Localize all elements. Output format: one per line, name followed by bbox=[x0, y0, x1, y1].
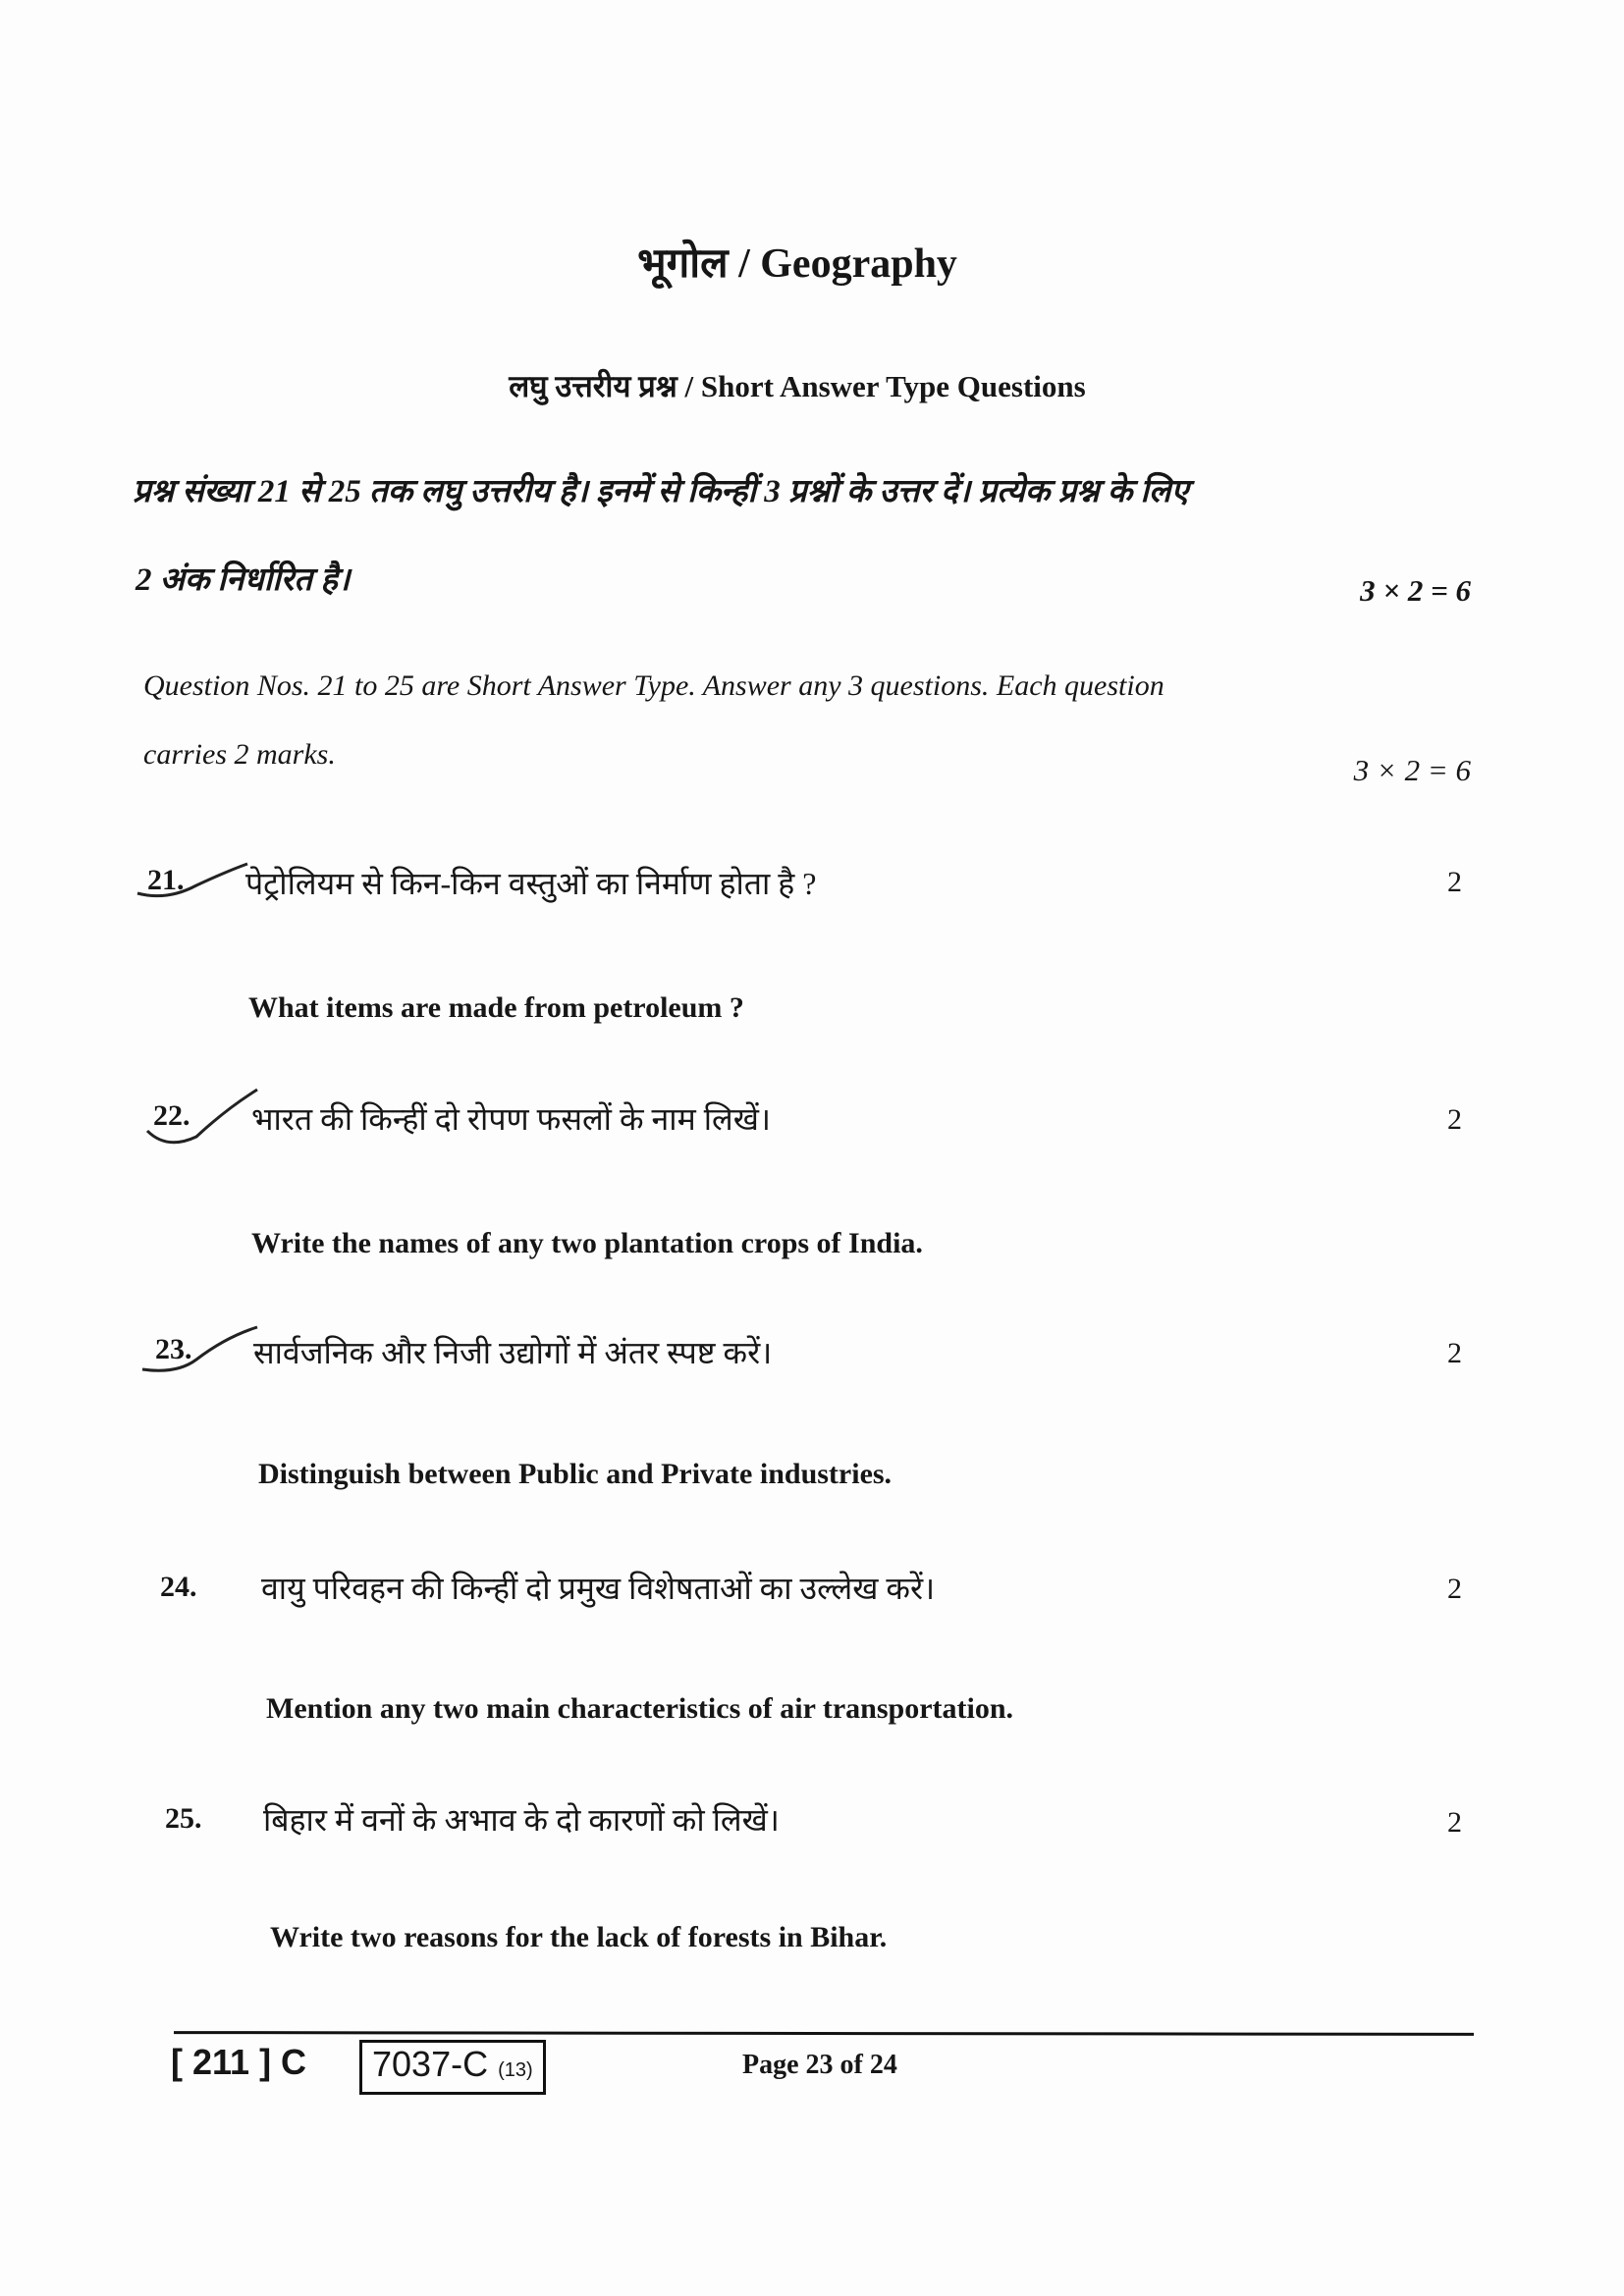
english-instruction-line2: carries 2 marks. bbox=[143, 738, 336, 771]
question-english: Write the names of any two plantation crops of India. bbox=[251, 1227, 923, 1259]
hindi-instruction-line1: प्रश्न संख्या 21 से 25 तक लघु उत्तरीय है। इनमें से किन्हीं 3 प्रश्नों के उत्तर दें। प्रत्येक प्रश्न के लिए bbox=[133, 474, 1189, 509]
question-number: 23. bbox=[155, 1333, 192, 1365]
page-number: Page 23 of 24 bbox=[742, 2050, 897, 2080]
booklet-code: 7037-C bbox=[372, 2044, 489, 2084]
question-english: What items are made from petroleum ? bbox=[248, 991, 744, 1024]
question-hindi: वायु परिवहन की किन्हीं दो प्रमुख विशेषताओं का उल्लेख करें। bbox=[261, 1571, 936, 1606]
paper-code: [ 211 ] C bbox=[171, 2042, 307, 2082]
question-number: 25. bbox=[165, 1802, 202, 1835]
section-subtitle: लघु उत्तरीय प्रश्न / Short Answer Type Questions bbox=[509, 369, 1086, 403]
question-number: 22. bbox=[153, 1099, 190, 1132]
question-hindi: बिहार में वनों के अभाव के दो कारणों को लिखें। bbox=[263, 1802, 780, 1838]
hindi-instruction-line2: 2 अंक निर्धारित है। bbox=[135, 562, 351, 598]
question-english: Write two reasons for the lack of forests in Bihar. bbox=[270, 1921, 888, 1953]
question-number: 24. bbox=[160, 1571, 197, 1603]
question-number: 21. bbox=[147, 864, 185, 896]
english-instruction-line1: Question Nos. 21 to 25 are Short Answer Type. Answer any 3 questions. Each question bbox=[143, 669, 1164, 702]
question-marks: 2 bbox=[1447, 1337, 1462, 1369]
booklet-sub-code: (13) bbox=[498, 2059, 533, 2081]
question-marks: 2 bbox=[1447, 1806, 1462, 1839]
question-hindi: पेट्रोलियम से किन-किन वस्तुओं का निर्माण होता है ? bbox=[245, 866, 817, 901]
hindi-marks-formula: 3 × 2 = 6 bbox=[1360, 573, 1471, 608]
footer-divider bbox=[174, 2031, 1474, 2036]
question-marks: 2 bbox=[1447, 1103, 1462, 1136]
question-marks: 2 bbox=[1447, 866, 1462, 898]
question-english: Mention any two main characteristics of air transportation. bbox=[266, 1692, 1014, 1725]
question-marks: 2 bbox=[1447, 1573, 1462, 1605]
question-english: Distinguish between Public and Private industries. bbox=[258, 1458, 893, 1490]
question-hindi: भारत की किन्हीं दो रोपण फसलों के नाम लिखें। bbox=[251, 1101, 771, 1137]
question-hindi: सार्वजनिक और निजी उद्योगों में अंतर स्पष्ट करें। bbox=[253, 1335, 773, 1370]
booklet-code-box bbox=[359, 2040, 546, 2095]
english-marks-formula: 3 × 2 = 6 bbox=[1353, 753, 1471, 787]
page-title: भूगोल / Geography bbox=[637, 241, 957, 287]
